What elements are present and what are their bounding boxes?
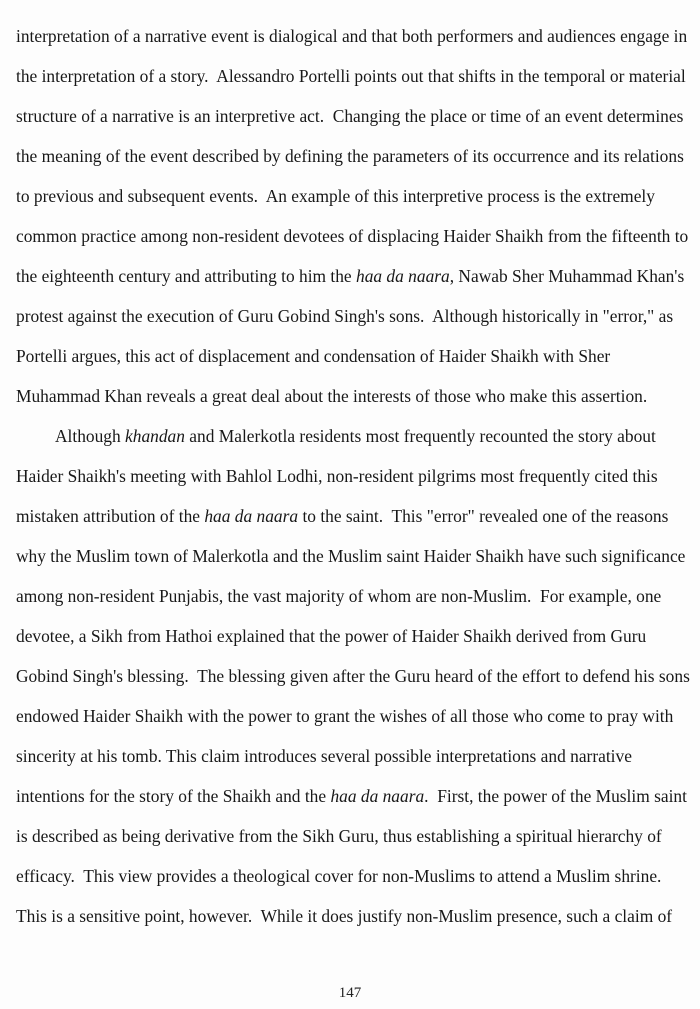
italic-term: khandan [125,426,185,446]
text-segment: to the saint. This "error" revealed one of the reasons [298,506,669,526]
text-segment: Gobind Singh's blessing. The blessing given after the Guru heard of the effort to defend his sons [16,666,690,686]
page-number: 147 [338,985,362,1001]
text-segment: This is a sensitive point, however. While it does justify non-Muslim presence, such a claim of [16,906,673,926]
text-line [16,496,684,536]
text-line [16,296,684,336]
text-segment: Although [55,426,126,446]
text-line [16,96,684,136]
text-segment: is described as being derivative from the Sikh Guru, thus establishing a spiritual hierarchy of [16,826,662,846]
text-segment: why the Muslim town of Malerkotla and the Muslim saint Haider Shaikh have such significance [16,546,686,566]
text-line [16,616,684,656]
text-line [16,576,684,616]
text-line [16,696,684,736]
text-segment: mistaken attribution of the [16,506,205,526]
text-line [16,56,684,96]
text-segment: Portelli argues, this act of displacement and condensation of Haider Shaikh with Sher [16,346,611,366]
text-line [16,816,684,856]
text-segment: sincerity at his tomb. This claim introduces several possible interpretations and narrative [16,746,632,766]
text-segment: and Malerkotla residents most frequently recounted the story about [184,426,656,446]
text-segment: the eighteenth century and attributing to him the [16,266,356,286]
text-line [16,656,690,696]
text-line [16,736,684,776]
text-segment: interpretation of a narrative event is dialogical and that both performers and audiences engage in [16,26,688,46]
text-segment: among non-resident Punjabis, the vast majority of whom are non-Muslim. For example, one [16,586,662,606]
italic-term: haa da naara [204,506,299,526]
text-segment: intentions for the story of the Shaikh and the [16,786,331,806]
text-line [16,896,684,936]
text-segment: efficacy. This view provides a theological cover for non-Muslims to attend a Muslim shrine. [16,866,662,886]
text-segment: the interpretation of a story. Alessandro Portelli points out that shifts in the temporal or material [16,66,686,86]
text-segment: devotee, a Sikh from Hathoi explained that the power of Haider Shaikh derived from Guru [16,626,647,646]
text-line [16,376,684,416]
text-segment: Muhammad Khan reveals a great deal about the interests of those who make this assertion. [16,386,648,406]
text-line [16,256,684,296]
text-segment: , Nawab Sher Muhammad Khan's [449,266,685,286]
text-segment: to previous and subsequent events. An example of this interpretive process is the extremely [16,186,655,206]
text-line [16,336,684,376]
text-segment: protest against the execution of Guru Gobind Singh's sons. Although historically in "error," as [16,306,674,326]
text-segment: . First, the power of the Muslim saint [424,786,687,806]
text-line [16,856,684,896]
italic-term: haa da naara [330,786,425,806]
text-segment: common practice among non-resident devotees of displacing Haider Shaikh from the fifteenth to [16,226,689,246]
text-segment: structure of a narrative is an interpretive act. Changing the place or time of an event determines [16,106,684,126]
text-line [16,216,689,256]
italic-term: haa da naara [356,266,450,286]
text-segment: the meaning of the event described by defining the parameters of its occurrence and its relations [16,146,684,166]
text-line [16,776,687,816]
text-line [16,16,688,56]
text-segment: endowed Haider Shaikh with the power to grant the wishes of all those who come to pray with [16,706,674,726]
text-line [16,176,684,216]
text-line [16,536,684,576]
body-text [16,16,690,936]
text-segment: Haider Shaikh's meeting with Bahlol Lodhi, non-resident pilgrims most frequently cited this [16,466,658,486]
text-line [16,456,684,496]
text-line [16,136,684,176]
text-line [16,416,684,456]
